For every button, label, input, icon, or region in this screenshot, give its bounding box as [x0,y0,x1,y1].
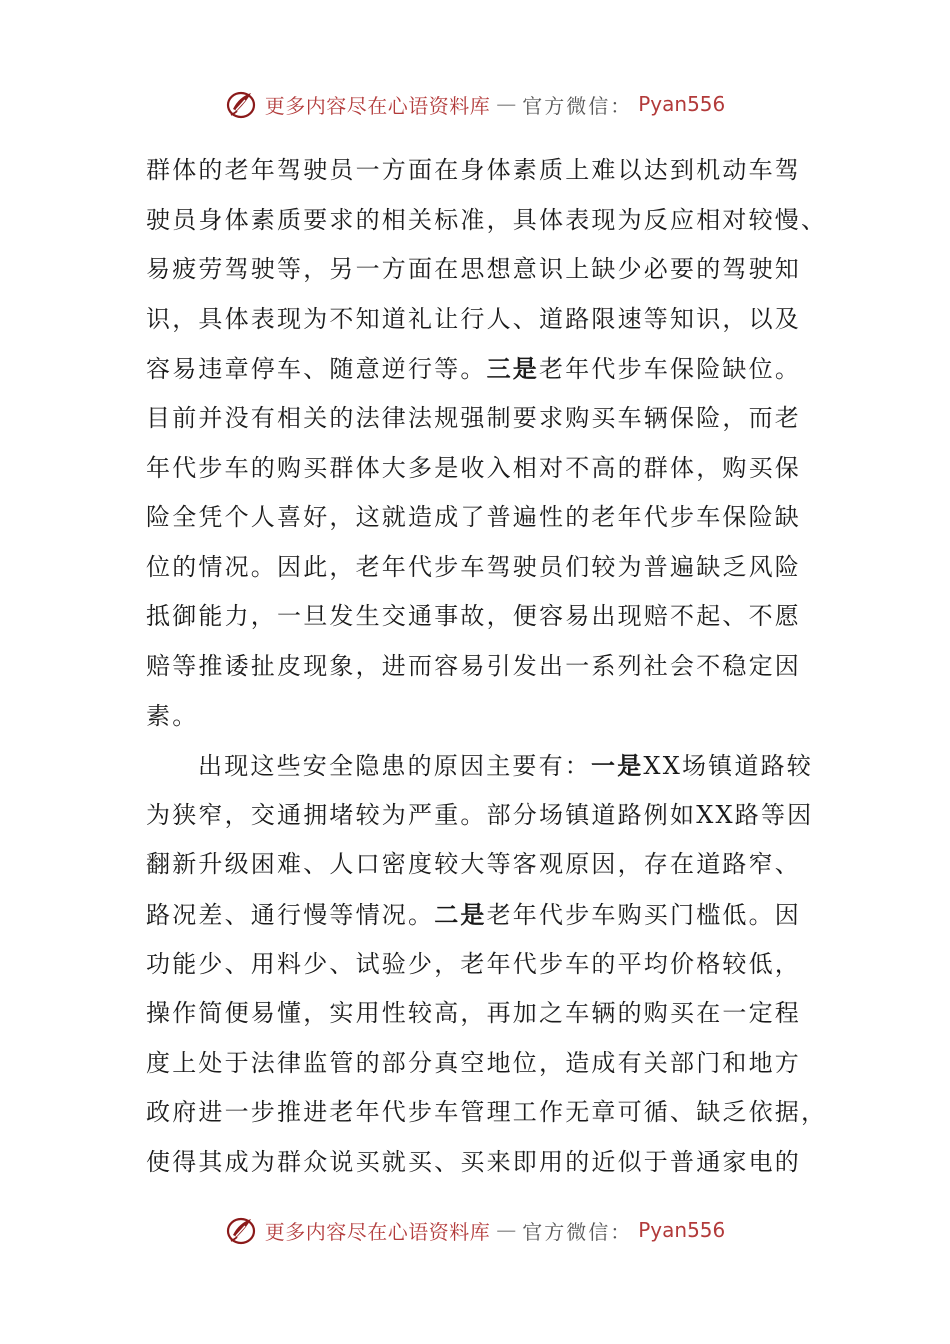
line-text-post: 老年代步车保险缺位。 [539,355,802,384]
text-line [146,196,828,246]
line-text: 赔等推诿扯皮现象，进而容易引发出一系列社会不稳定因 [146,651,801,680]
text-line [146,1088,828,1138]
watermark-dash: — [496,1218,517,1242]
text-line [146,543,806,593]
text-line [146,989,806,1039]
line-bold-marker: 三是 [486,354,540,384]
text-line [146,940,806,990]
line-text: 目前并没有相关的法律法规强制要求购买车辆保险，而老 [146,403,801,432]
line-text-post: XX场镇道路较 [643,752,813,781]
text-line [146,592,806,642]
watermark-wechat-id: Pyan556 [638,92,726,116]
text-line [146,890,806,940]
header-watermark [0,82,950,126]
watermark-wechat-label: 官方微信： [522,1219,633,1244]
line-text-pre: 容易违章停车、随意逆行等。 [146,355,487,384]
text-line [146,692,806,742]
text-line [146,146,806,196]
pen-logo-icon [225,1213,259,1247]
text-line [146,741,813,791]
line-text: 抵御能力，一旦发生交通事故，便容易出现赔不起、不愿 [146,602,801,631]
watermark-wechat-id: Pyan556 [638,1218,726,1242]
line-text: 操作简便易懂，实用性较高，再加之车辆的购买在一定程 [146,999,801,1028]
text-line [146,245,806,295]
text-line [146,1138,806,1188]
text-line [146,344,806,394]
line-text: 驶员身体素质要求的相关标准，具体表现为反应相对较慢、 [146,205,828,234]
text-line [146,791,814,841]
line-text: 翻新升级困难、人口密度较大等客观原因，存在道路窄、 [146,850,801,879]
text-line [146,295,806,345]
text-line [146,1039,806,1089]
line-bold-marker: 一是 [591,751,644,781]
watermark-wechat-label: 官方微信： [522,93,633,118]
watermark-slogan: 更多内容尽在心语资料库 [264,93,491,118]
line-text: 政府进一步推进老年代步车管理工作无章可循、缺乏依据， [146,1098,828,1127]
line-text: 年代步车的购买群体大多是收入相对不高的群体，购买保 [146,453,801,482]
text-line [146,642,806,692]
text-line [146,840,806,890]
line-text: 识，具体表现为不知道礼让行人、道路限速等知识，以及 [146,304,801,333]
line-text: 群体的老年驾驶员一方面在身体素质上难以达到机动车驾 [146,156,801,184]
text-line [146,444,806,494]
line-text: 素。 [146,701,199,730]
line-text: 功能少、用料少、试验少，老年代步车的平均价格较低， [146,949,801,978]
text-line [146,394,806,444]
line-text: 险全凭个人喜好，这就造成了普遍性的老年代步车保险缺 [146,503,801,532]
line-text: 为狭窄，交通拥堵较为严重。部分场镇道路例如XX路等因 [146,800,814,829]
text-line [146,493,806,543]
line-text: 使得其成为群众说买就买、买来即用的近似于普通家电的 [146,1147,801,1176]
line-text: 位的情况。因此，老年代步车驾驶员们较为普遍缺乏风险 [146,552,801,581]
watermark-slogan: 更多内容尽在心语资料库 [264,1219,491,1244]
line-text-post: 老年代步车购买门槛低。因 [486,900,802,929]
line-text: 易疲劳驾驶等，另一方面在思想意识上缺少必要的驾驶知 [146,255,801,284]
line-bold-marker: 二是 [434,899,487,929]
line-text-pre: 出现这些安全隐患的原因主要有： [198,752,591,781]
watermark-dash: — [496,92,517,116]
document-body [146,146,828,1187]
footer-watermark [0,1208,950,1252]
line-text: 度上处于法律监管的部分真空地位，造成有关部门和地方 [146,1048,801,1077]
pen-logo-icon [225,87,259,121]
line-text-pre: 路况差、通行慢等情况。 [146,900,435,929]
